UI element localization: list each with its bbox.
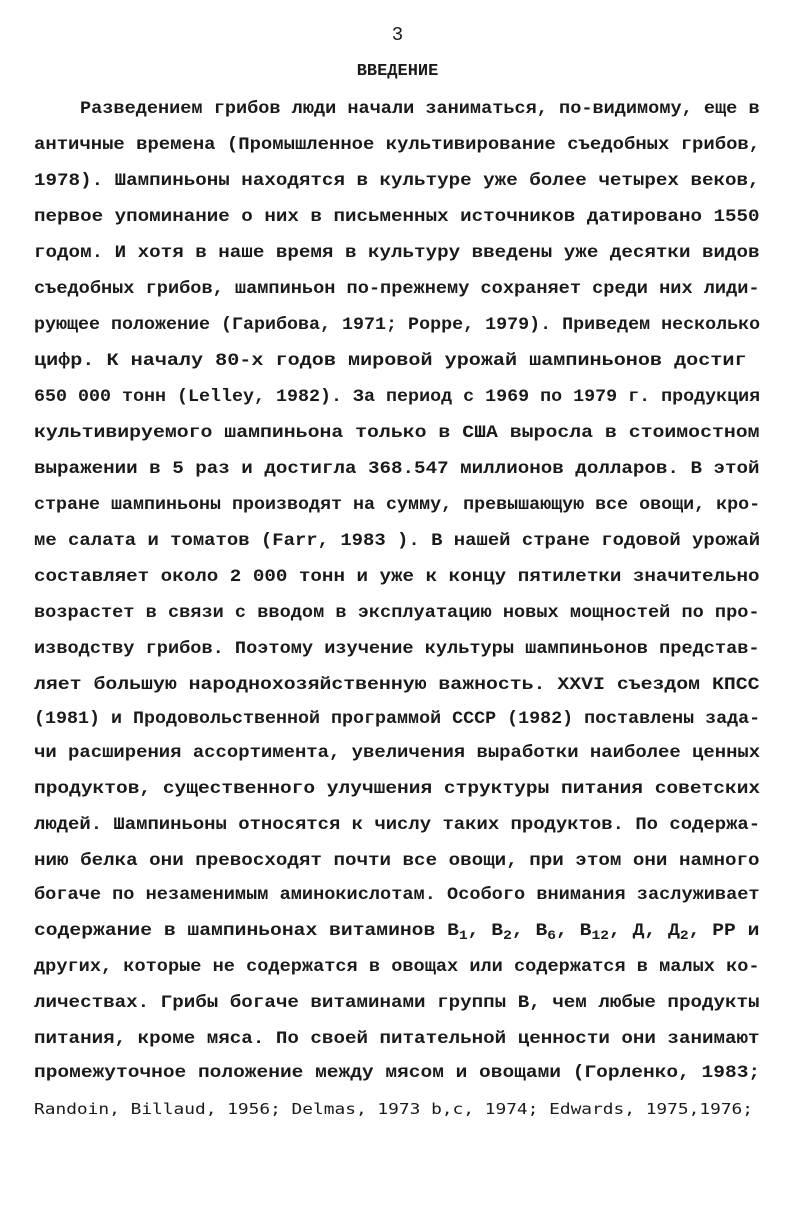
text-line: других, которые не содержатся в овощах или содержатся в малых ко- <box>34 957 760 977</box>
vitamin-suffix: , PP и <box>688 921 760 941</box>
text-line: промежуточное положение между мясом и овощами (Горленко, 1983; <box>34 1063 761 1083</box>
text-line: богаче по незаменимым аминокислотам. Особого внимания заслуживает <box>34 885 760 905</box>
text-line: изводству грибов. Поэтому изучение культуры шампиньонов представ- <box>34 639 760 659</box>
text-line-vitamins <box>34 920 759 942</box>
vitamin-b1-sub: 1 <box>458 928 468 943</box>
text-line: 650 000 тонн (Lelley, 1982). За период с 1969 по 1979 г. продукция <box>34 387 761 407</box>
text-line: продуктов, существенного улучшения структуры питания советских <box>34 779 761 799</box>
text-line: ме салата и томатов (Farr, 1983 ). В нашей стране годовой урожай <box>34 531 761 551</box>
text-line: Randoin, Billaud, 1956; Delmas, 1973 b,c, 1974; Edwards, 1975,1976; <box>34 1100 754 1118</box>
vitamin-sep-2: , B <box>511 921 548 941</box>
text-line: ляет большую народнохозяйственную важность. XXVI съездом КПСС <box>34 675 760 695</box>
text-line: рующее положение (Гарибова, 1971; Poppe, 1979). Приведем несколько <box>34 315 761 335</box>
vitamin-d2-sub: 2 <box>679 928 689 943</box>
text-line: стране шампиньоны производят на сумму, превышающую все овощи, кро- <box>34 495 761 515</box>
page-number: 3 <box>391 24 404 46</box>
text-line: (1981) и Продовольственной программой СССР (1982) поставлены зада- <box>34 709 761 729</box>
text-line: возрастет в связи с вводом в эксплуатацию новых мощностей по про- <box>34 603 760 623</box>
text-line: съедобных грибов, шампиньон по-прежнему сохраняет среди них лиди- <box>34 279 760 299</box>
vitamin-sep-4: , Д, Д <box>609 921 680 941</box>
vitamin-sep-1: , B <box>467 921 504 941</box>
text-line: цифр. К началу 80-х годов мировой урожай шампиньонов достиг <box>34 351 747 371</box>
vitamin-sep-3: , B <box>556 921 592 941</box>
vitamin-b12-sub: 12 <box>591 928 610 943</box>
text-line: личествах. Грибы богаче витаминами группы B, чем любые продукты <box>34 993 760 1013</box>
text-line: годом. И хотя в наше время в культуру введены уже десятки видов <box>34 243 760 263</box>
text-line: составляет около 2 000 тонн и уже к концу пятилетки значительно <box>34 567 760 587</box>
vitamin-b6-sub: 6 <box>547 928 557 943</box>
text-line: выражении в 5 раз и достигла 368.547 миллионов долларов. В этой <box>34 459 760 479</box>
text-line: чи расширения ассортимента, увеличения выработки наиболее ценных <box>34 743 761 763</box>
section-heading: ВВЕДЕНИЕ <box>356 62 439 81</box>
text-line: питания, кроме мяса. По своей питательной ценности они занимают <box>34 1029 760 1049</box>
text-line: культивируемого шампиньона только в США выросла в стоимостном <box>34 423 760 443</box>
text-line: античные времена (Промышленное культивирование съедобных грибов, <box>34 135 761 155</box>
text-line: 1978). Шампиньоны находятся в культуре уже более четырех веков, <box>34 171 760 191</box>
vitamin-b2-sub: 2 <box>503 928 512 943</box>
vitamin-prefix: содержание в шампиньонах витаминов B <box>34 921 459 941</box>
text-line: первое упоминание о них в письменных источников датировано 1550 <box>34 207 760 227</box>
text-line: Разведением грибов люди начали заниматься, по-видимому, еще в <box>80 99 760 119</box>
text-line: людей. Шампиньоны относятся к числу таких продуктов. По содержа- <box>34 815 761 835</box>
text-line: нию белка они превосходят почти все овощи, при этом они намного <box>34 851 760 871</box>
